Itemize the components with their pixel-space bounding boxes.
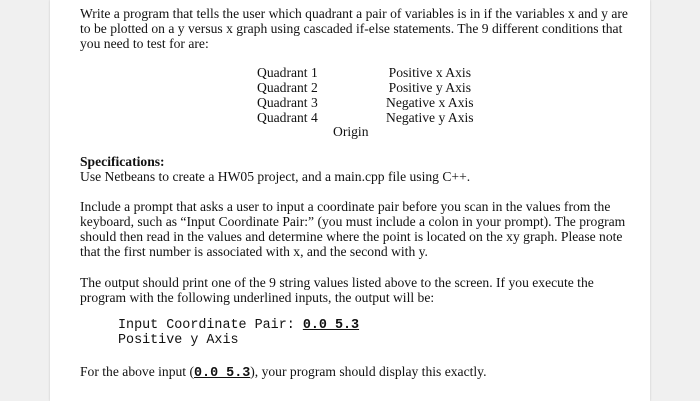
prompt-instructions-paragraph: Include a prompt that asks a user to input a coordinate pair before you scan in the values from the keyboard, such as “Input Coordinate Pair:” (you must include a colon in your prompt). The program should then read in the values and determine where the point is located on the xy graph. Please note that the first number is associated with x, and the second with y. [80, 199, 626, 259]
condition-positive-y-axis: Positive y Axis [388, 80, 471, 95]
final-prefix: For the above input ( [80, 364, 195, 379]
intro-paragraph: Write a program that tells the user which quadrant a pair of variables is in if the variables x and y are to be plotted on a y versus x graph using cascaded if-else statements. The 9 different conditions that you need to test for are: [80, 6, 628, 51]
condition-positive-x-axis: Positive x Axis [388, 65, 471, 80]
specifications-line: Use Netbeans to create a HW05 project, and a main.cpp file using C++. [80, 169, 471, 184]
final-sentence [80, 364, 486, 381]
final-suffix: ), your program should display this exactly. [250, 364, 487, 379]
specifications-heading: Specifications: [80, 154, 165, 169]
code-example-input-line [118, 318, 359, 333]
code-example-output-line: Positive y Axis [118, 333, 239, 348]
condition-negative-x-axis: Negative x Axis [386, 95, 474, 110]
document-page [50, 0, 650, 401]
code-prompt-text: Input Coordinate Pair: [118, 318, 303, 333]
condition-quadrant-2: Quadrant 2 [257, 80, 318, 95]
condition-quadrant-3: Quadrant 3 [257, 95, 318, 110]
final-underlined-input: 0.0 5.3 [194, 366, 251, 381]
condition-quadrant-4: Quadrant 4 [257, 110, 318, 125]
conditions-left-column [257, 65, 318, 125]
output-instructions-paragraph: The output should print one of the 9 string values listed above to the screen. If you execute the program with the following underlined inputs, the output will be: [80, 275, 594, 305]
condition-negative-y-axis: Negative y Axis [386, 110, 474, 125]
condition-origin: Origin [333, 124, 369, 139]
condition-quadrant-1: Quadrant 1 [257, 65, 318, 80]
code-underlined-input: 0.0 5.3 [302, 318, 360, 333]
conditions-right-column [386, 65, 474, 125]
